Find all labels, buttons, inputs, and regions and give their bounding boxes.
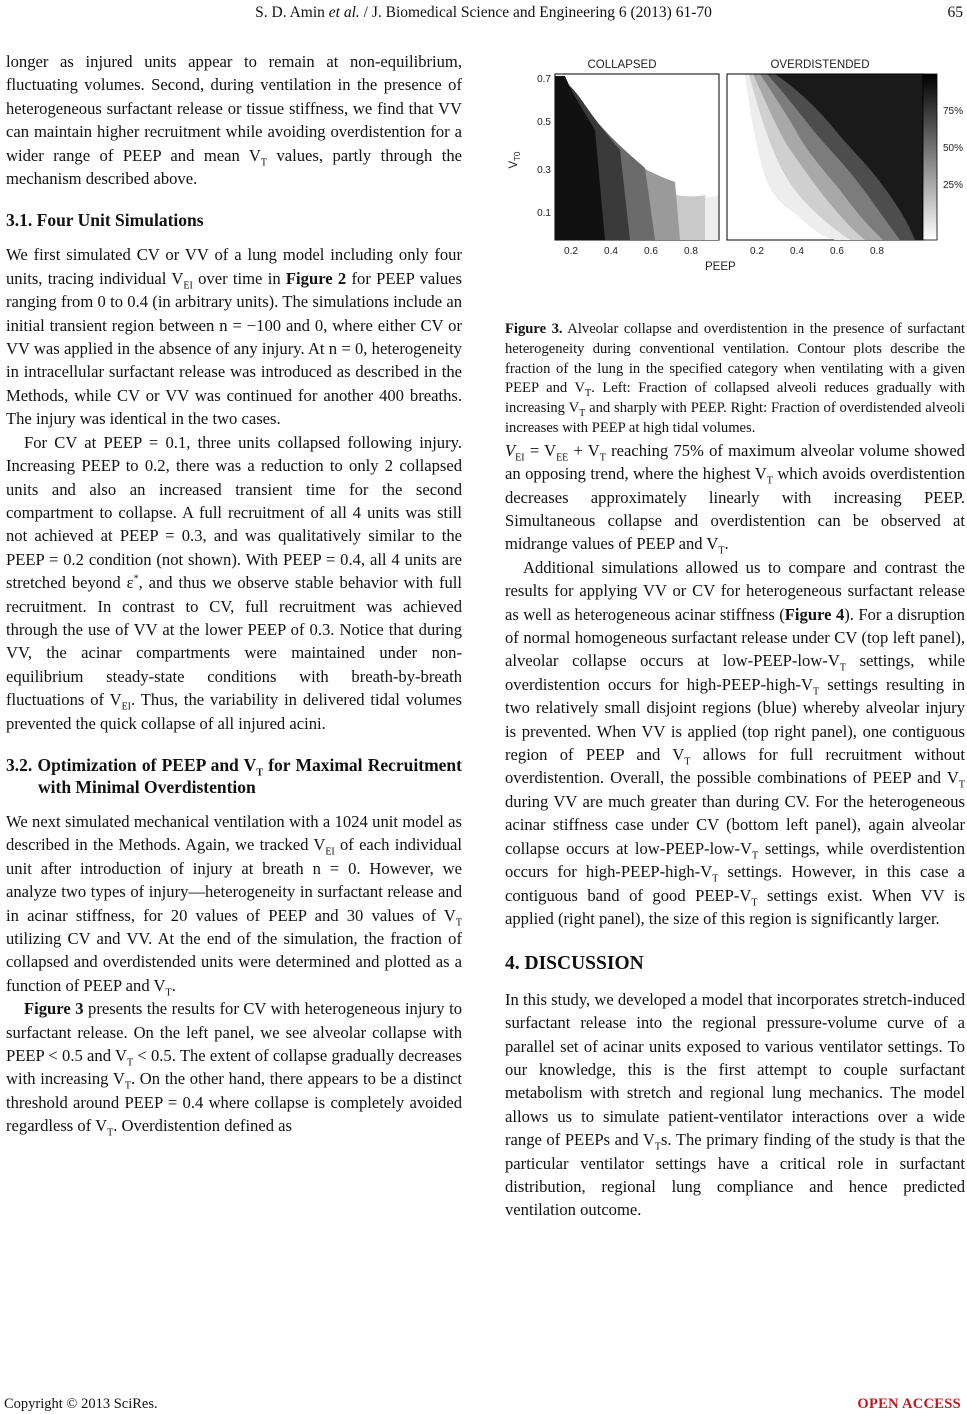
overdistended-panel <box>727 74 923 240</box>
colorbar <box>923 74 937 240</box>
svg-text:VT0: $V_{T0}$ <box>508 151 522 169</box>
x-tick: 0.6 <box>644 246 658 257</box>
colorbar-label: 75% <box>943 106 964 117</box>
figure-3-link[interactable]: Figure 3 <box>24 999 84 1019</box>
x-tick: 0.8 <box>870 246 884 257</box>
paragraph: We next simulated mechanical ventilation with a 1024 unit model as described in the Methods. Again, we tracked $V_{EI}$ of each individual unit after introduction of injury at breath n = 0. However, we analyze two types of injury—heterogeneity in surfactant release and in acinar stiffness, for 20 values of PEEP and 30 values of $V_T$ utilizing CV and VV. At the end of the simulation, the fraction of collapsed and overdistended units were determined and plotted as a function of PEEP and $V_T$. <box>6 811 462 999</box>
running-header <box>0 2 967 24</box>
panel-title-collapsed: COLLAPSED <box>587 59 657 71</box>
left-column <box>6 50 462 1138</box>
right-column <box>505 50 965 1222</box>
x-tick: 0.6 <box>830 246 844 257</box>
copyright: Copyright © 2013 SciRes. <box>4 1396 158 1412</box>
colorbar-label: 25% <box>943 180 964 191</box>
figure-2-link[interactable]: Figure 2 <box>285 268 347 288</box>
x-tick: 0.4 <box>790 246 804 257</box>
y-tick: 0.7 <box>537 74 551 85</box>
contour-figure <box>505 50 965 260</box>
header-citation: S. D. Amin et al. / J. Biomedical Science and Engineering 6 (2013) 61-70 <box>255 4 712 21</box>
x-tick: 0.2 <box>750 246 764 257</box>
figure-3-caption: Figure 3. Alveolar collapse and overdistention in the presence of surfactant heterogeneity during conventional ventilation. Contour plots describe the fraction of the lung in the specified category when ventilating with a given PEEP and $V_T$. Left: Fraction of collapsed alveoli reduces gradually with increasing $V_T$ and sharply with PEEP. Right: Fraction of overdistended alveoli increases with PEEP at high tidal volumes. <box>505 321 965 436</box>
section-heading-3-2: 3.2. Optimization of PEEP and $V_T$ for Maximal Recruitment with Minimal Overdistention <box>6 754 462 797</box>
section-heading-3-1: 3.1. Four Unit Simulations <box>6 210 204 231</box>
panel-title-overdistended: OVERDISTENDED <box>770 59 870 71</box>
collapsed-panel <box>555 74 719 240</box>
paragraph: In this study, we developed a model that incorporates stretch-induced surfactant release into the regional pressure-volume curve of a parallel set of acinar units exposed to various ventilator settings. To our knowledge, this is the first attempt to couple surfactant metabolism with stretch and regional lung mechanics. The model allows us to simulate patient-ventilator interactions over a wide range of PEEPs and $V_Ts$. The primary finding of the study is that the particular ventilator settings have a critical role in surfactant distribution, regional lung compliance and hence predicted ventilation outcome. <box>505 989 965 1220</box>
x-axis-label: PEEP <box>705 261 736 273</box>
paragraph: Figure 3 presents the results for CV with heterogeneous injury to surfactant release. On the left panel, we see alveolar collapse with PEEP < 0.5 and $V_T < 0.5$. The extent of collapse gradually decreases with increasing $V_T$. On the other hand, there appears to be a distinct threshold around PEEP = 0.4 where collapse is completely avoided regardless of $V_T$. Overdistention defined as <box>6 999 463 1139</box>
y-tick: 0.3 <box>537 165 551 176</box>
paragraph: We first simulated CV or VV of a lung model including only four units, tracing individual $V_{EI}$ over time in Figure 2 for PEEP values ranging from 0 to 0.4 (in arbitrary units). The simulations include an initial transient region between n = −100 and 0, where either CV or VV was applied in the absence of any injury. At n = 0, heterogeneity in intracellular surfactant release was introduced as described in the Methods, while CV or VV was continued for another 400 breaths. The injury was identical in the two cases. <box>6 245 462 429</box>
paragraph: $V_{EI} = V_{EE} + V_T$ reaching 75% of maximum alveolar volume showed an opposing trend, where the highest $V_T$ which avoids overdistention decreases approximately linearly with increasing PEEP. Simultaneous collapse and overdistention can be observed at midrange values of PEEP and $V_T$. <box>505 440 965 557</box>
figure-3 <box>505 50 965 273</box>
paragraph: longer as injured units appear to remain at non-equilibrium, fluctuating volumes. Second, during ventilation in the presence of heterogeneous surfactant release or tissue stiffness, we find that VV can maintain higher recruitment while avoiding overdistention for a wider range of PEEP and mean $V_T$ values, partly through the mechanism described above. <box>6 52 462 189</box>
colorbar-label: 50% <box>943 143 964 154</box>
x-tick: 0.8 <box>684 246 698 257</box>
y-tick: 0.1 <box>537 208 551 219</box>
y-axis-label <box>508 151 522 169</box>
page-number: 65 <box>947 4 963 21</box>
x-tick: 0.2 <box>564 246 578 257</box>
figure-4-link[interactable]: Figure 4 <box>784 604 845 624</box>
open-access-badge: OPEN ACCESS <box>857 1396 961 1412</box>
paragraph: For CV at PEEP = 0.1, three units collapsed following injury. Increasing PEEP to 0.2, there was a reduction to only 2 collapsed units and also an increased transient time for the second compartment to collapse. A full recruitment of all 4 units was still not achieved at PEEP = 0.3, and was qualitatively similar to the PEEP = 0.2 condition (not shown). With PEEP = 0.4, all 4 units are stretched beyond ε*, and thus we observe stable behavior with full recruitment. In contrast to CV, full recruitment was achieved through the use of VV at the lower PEEP of 0.3. Notice that during VV, the acinar compartments were maintained under non-equilibrium steady-state conditions with breath-by-breath fluctuations of $V_{EI}$. Thus, the variability in delivered tidal volumes prevented the quick collapse of all injured acini. <box>6 432 462 733</box>
x-tick: 0.4 <box>604 246 618 257</box>
paragraph: Additional simulations allowed us to compare and contrast the results for applying VV or CV for heterogeneous surfactant release as well as heterogeneous acinar stiffness (Figure 4). For a disruption of normal homogeneous surfactant release under CV (top left panel), alveolar collapse occurs at low-$PEEP-low-V_T$ settings, while overdistention occurs for high-$PEEP-high-V_T$ settings resulting in two relatively small disjoint regions (blue) whereby alveolar injury is prevented. When VV is applied (top right panel), one contiguous region of PEEP and $V_T$ allows for full recruitment without overdistention. Overall, the possible combinations of PEEP and $V_T$ during VV are much greater than during CV. For the heterogeneous acinar stiffness case under CV (bottom left panel), again alveolar collapse occurs at low-$PEEP-low-V_T$ settings, while overdistention occurs for high-$PEEP-high-V_T$ settings. However, in this case a contiguous band of good PEEP-$V_T$ settings exist. When VV is applied (right panel), the size of this region is significantly larger. <box>505 557 965 928</box>
section-heading-4: 4. DISCUSSION <box>505 953 644 975</box>
y-tick: 0.5 <box>537 117 551 128</box>
